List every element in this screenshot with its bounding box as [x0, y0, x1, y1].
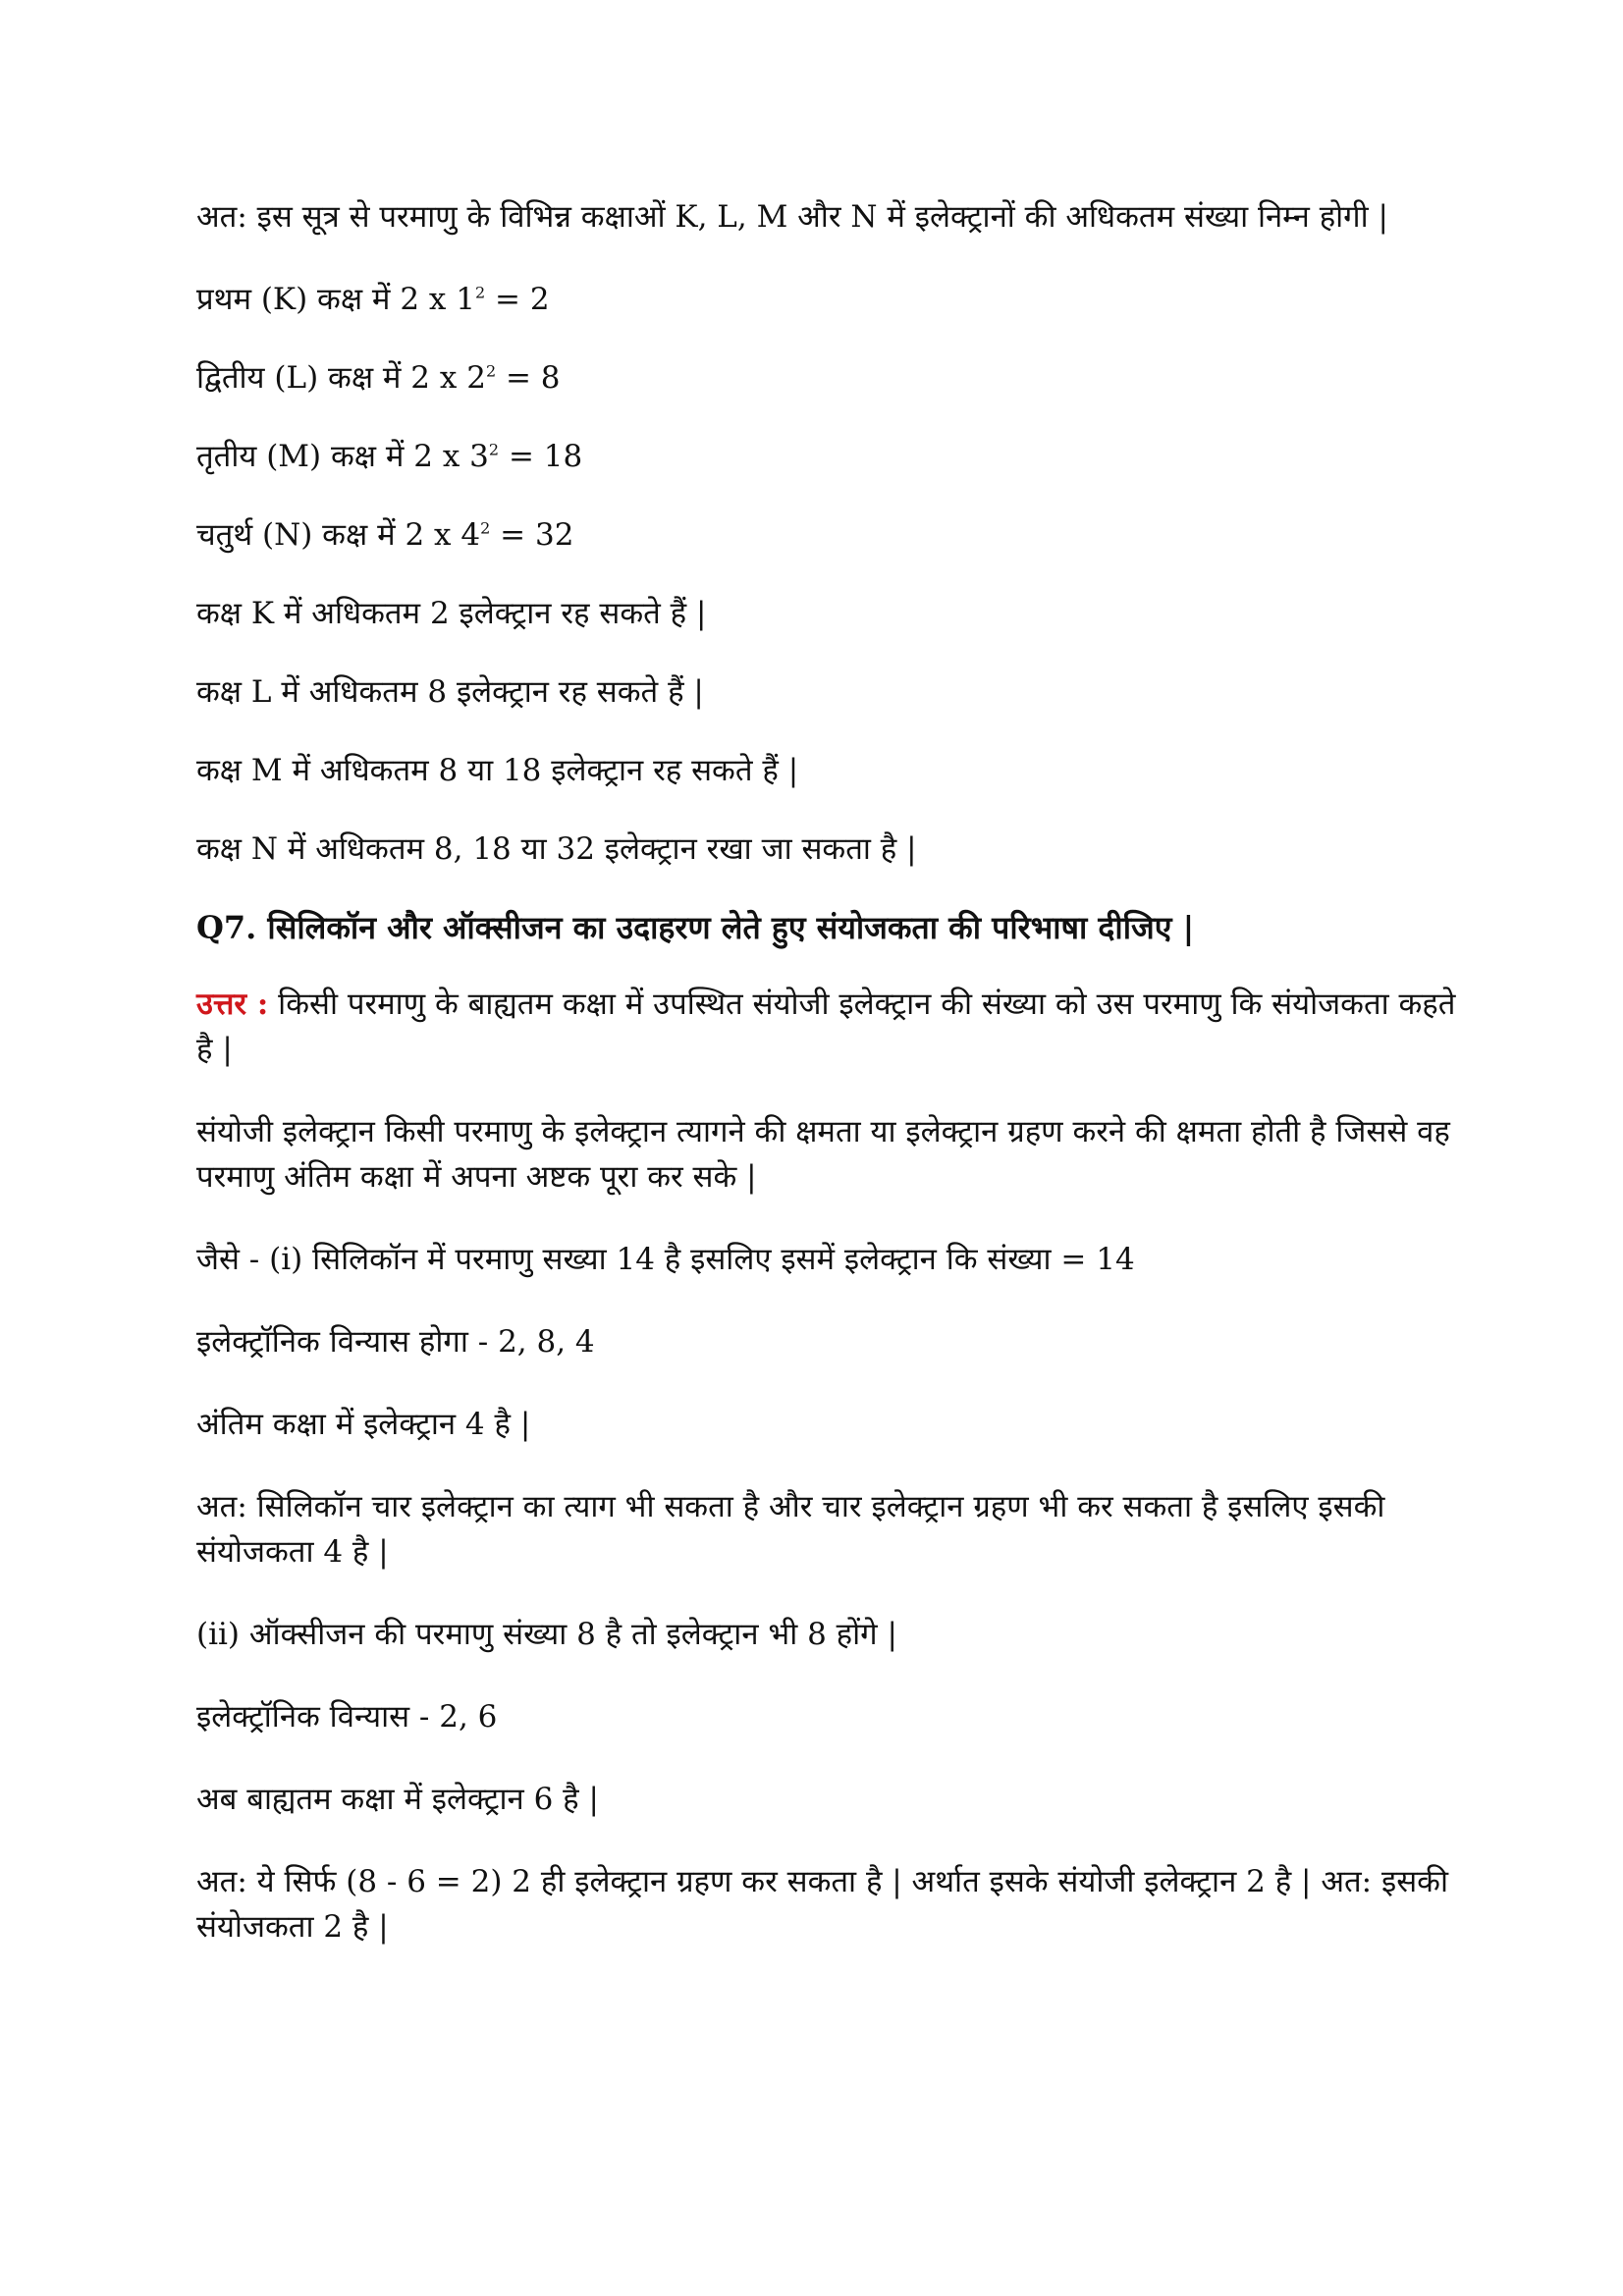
formula-exponent: 2 — [474, 283, 486, 302]
oxygen-example: (ii) ऑक्सीजन की परमाणु संख्या 8 है तो इलेक्ट्रान भी 8 होंगे | — [196, 1617, 897, 1652]
formula-line-m — [196, 434, 1473, 479]
formula-line-n — [196, 512, 1473, 558]
formula-text: प्रथम (K) कक्ष में 2 x 1 — [196, 282, 475, 317]
formula-text: तृतीय (M) कक्ष में 2 x 3 — [196, 439, 489, 474]
formula-text: चतुर्थ (N) कक्ष में 2 x 4 — [196, 517, 481, 553]
oxygen-outer-electrons: अब बाह्यतम कक्षा में इलेक्ट्रान 6 है | — [196, 1782, 599, 1817]
max-line-l: कक्ष L में अधिकतम 8 इलेक्ट्रान रह सकते हैं | — [196, 674, 704, 710]
answer-label: उत्तर : — [196, 987, 269, 1022]
intro-paragraph: अत: इस सूत्र से परमाणु के विभिन्न कक्षाओं K, L, M और N में इलेक्ट्रानों की अधिकतम संख्या निम्न होगी | — [196, 199, 1388, 235]
formula-exponent: 2 — [480, 518, 491, 538]
max-line-k: कक्ष K में अधिकतम 2 इलेक्ट्रान रह सकते हैं | — [196, 596, 707, 631]
question-heading: Q7. सिलिकॉन और ऑक्सीजन का उदाहरण लेते हुए संयोजकता की परिभाषा दीजिए | — [196, 909, 1195, 946]
formula-line-k — [196, 277, 1473, 322]
formula-exponent: 2 — [488, 440, 500, 459]
max-line-n: कक्ष N में अधिकतम 8, 18 या 32 इलेक्ट्रान रखा जा सकता है | — [196, 831, 917, 867]
silicon-config: इलेक्ट्रॉनिक विन्यास होगा - 2, 8, 4 — [196, 1324, 595, 1360]
formula-result: = 2 — [485, 282, 550, 317]
oxygen-config: इलेक्ट्रॉनिक विन्यास - 2, 6 — [196, 1699, 498, 1735]
answer-paragraph — [196, 982, 1473, 1072]
silicon-valence: अत: सिलिकॉन चार इलेक्ट्रान का त्याग भी सकता है और चार इलेक्ट्रान ग्रहण भी कर सकता है इसलिए इसकी संयोजकता 4 है | — [196, 1489, 1385, 1570]
formula-result: = 18 — [499, 439, 583, 474]
formula-exponent: 2 — [485, 361, 497, 381]
formula-text: द्वितीय (L) कक्ष में 2 x 2 — [196, 360, 486, 396]
document-page — [196, 194, 1473, 1987]
max-line-m: कक्ष M में अधिकतम 8 या 18 इलेक्ट्रान रह सकते हैं | — [196, 753, 799, 788]
oxygen-valence: अत: ये सिर्फ (8 - 6 = 2) 2 ही इलेक्ट्रान ग्रहण कर सकता है | अर्थात इसके संयोजी इलेक्ट्रान 2 है | अत: इसकी संयोजकता 2 है | — [196, 1864, 1448, 1945]
silicon-outer-electrons: अंतिम कक्षा में इलेक्ट्रान 4 है | — [196, 1407, 531, 1442]
formula-result: = 32 — [490, 517, 574, 553]
formula-line-l — [196, 355, 1473, 400]
formula-result: = 8 — [496, 360, 561, 396]
valence-definition: संयोजी इलेक्ट्रान किसी परमाणु के इलेक्ट्रान त्यागने की क्षमता या इलेक्ट्रान ग्रहण करने की क्षमता होती है जिससे वह परमाणु अंतिम कक्षा में अपना अष्टक पूरा कर सके | — [196, 1114, 1450, 1195]
answer-text: किसी परमाणु के बाह्यतम कक्षा में उपस्थित संयोजी इलेक्ट्रान की संख्या को उस परमाणु कि संयोजकता कहते है | — [196, 987, 1456, 1067]
silicon-example: जैसे - (i) सिलिकॉन में परमाणु सख्या 14 है इसलिए इसमें इलेक्ट्रान कि संख्या = 14 — [196, 1242, 1135, 1277]
